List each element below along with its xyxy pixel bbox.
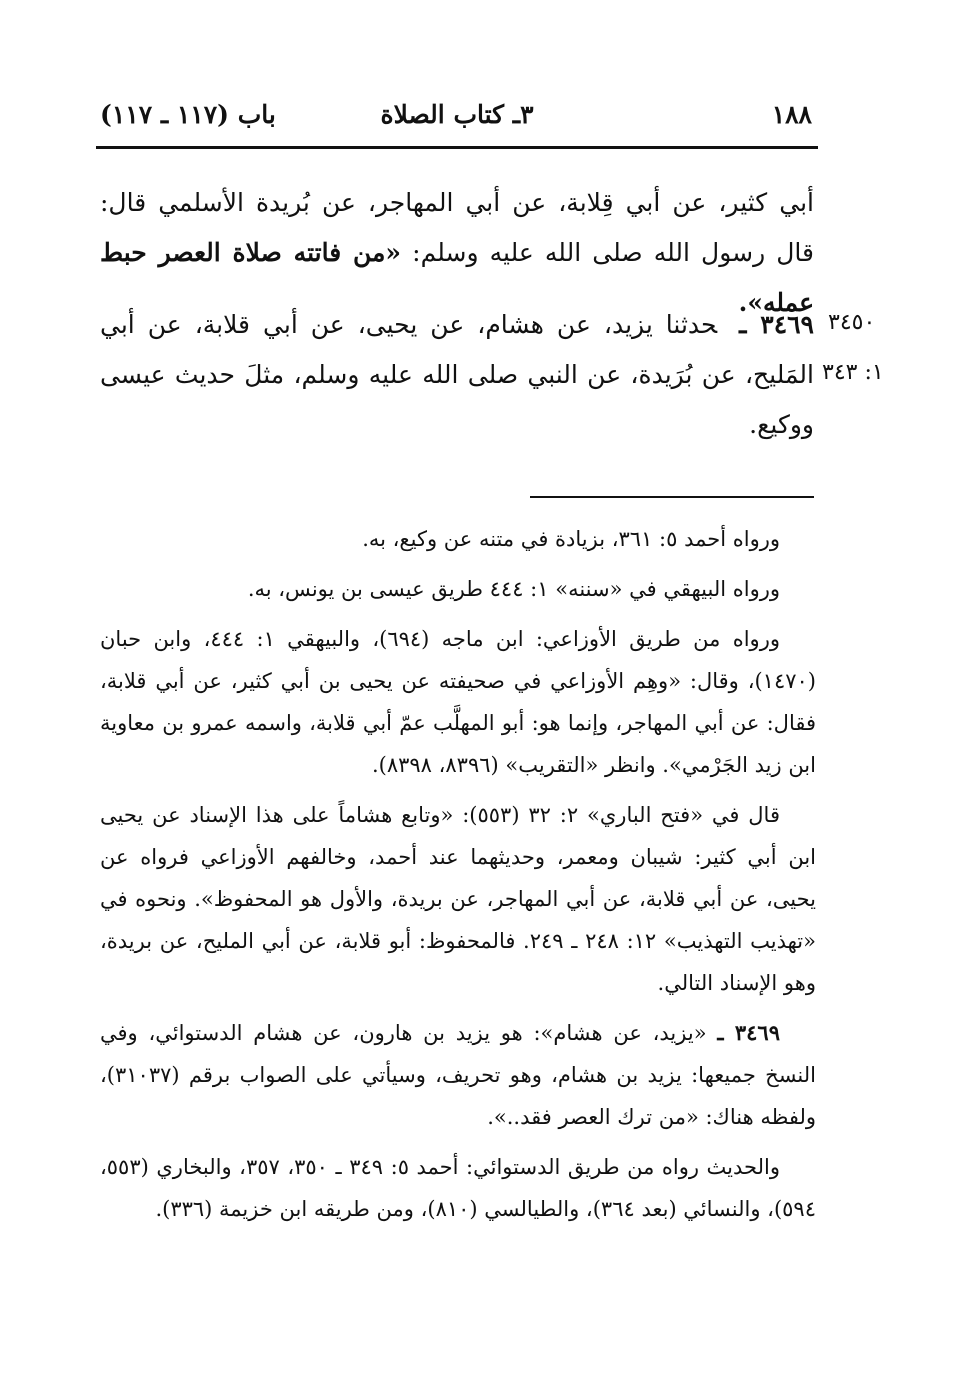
margin-reference-2: ١: ٣٤٣	[822, 360, 884, 385]
footnote-text: قال في «فتح الباري» ٢: ٣٢ (٥٥٣): «وتابع هشاماً على هذا الإسناد عن يحيى ابن أبي كثير: شيبان ومعمر، وحديثهما عند أحمد، وخالفهم الأوزاعي فرواه عن يحيى، عن أبي قلابة، عن أبي المهاجر، عن بريدة، والأول هو المحفوظ». ونحوه في «تهذيب التهذيب» ١٢: ٢٤٨ ـ ٢٤٩. فالمحفوظ: أبو قلابة، عن أبي المليح، عن بريدة، وهو الإسناد التالي.	[100, 803, 816, 995]
margin-reference-1: ٣٤٥٠	[828, 310, 876, 335]
footnote-separator	[530, 496, 814, 498]
book-title: ٣ـ كتاب الصلاة	[380, 100, 534, 129]
footnote-text: ورواه أحمد ٥: ٣٦١، بزيادة في متنه عن وكيع، به.	[362, 527, 780, 551]
hadith-number: ٣٤٦٩ ـ	[739, 310, 814, 339]
prophetic-quote: «من فاتته صلاة العصر حبط عمله».	[100, 238, 814, 317]
footnotes	[100, 518, 816, 1238]
page-header	[96, 96, 818, 144]
page-number: ١٨٨	[771, 100, 812, 129]
header-rule	[96, 146, 818, 149]
footnote	[100, 568, 816, 610]
footnote-hadith-number: ٣٤٦٩ ـ	[717, 1020, 780, 1045]
footnote	[100, 1146, 816, 1230]
hadith-text: حدثنا يزيد، عن هشام، عن يحيى، عن أبي قلابة، عن أبي المَليح، عن بُرَيدة، عن النبي صلى الله عليه وسلم، مثلَ حديث عيسى ووكيع.	[100, 310, 814, 439]
footnote-text: ورواه البيهقي في «سننه» ١: ٤٤٤ طريق عيسى بن يونس، به.	[247, 577, 780, 601]
footnote	[100, 618, 816, 786]
footnote	[100, 794, 816, 1004]
chapter-range: باب (١١٧ ـ ١١٧)	[100, 100, 276, 129]
footnote-text: ورواه من طريق الأوزاعي: ابن ماجه (٦٩٤)، والبيهقي ١: ٤٤٤، وابن حبان (١٤٧٠)، وقال: «وهِم الأوزاعي في صحيفته عن يحيى بن أبي كثير، عن أبي قلابة، فقال: عن أبي المهاجر، وإنما هو: أبو المهلَّب عمّ أبي قلابة، واسمه عمرو بن معاوية ابن زيد الجَرْمي». وانظر «التقريب» (٨٣٩٦، ٨٣٩٨).	[100, 627, 816, 777]
continuation-text: أبي كثير، عن أبي قِلابة، عن أبي المهاجر، عن بُريدة الأسلمي قال: قال رسول الله صلى الله عليه وسلم:	[100, 188, 814, 267]
footnote	[100, 518, 816, 560]
hadith-entry	[100, 300, 814, 450]
footnote-text: «يزيد، عن هشام»: هو يزيد بن هارون، عن هشام الدستوائي، وفي النسخ جميعها: يزيد بن هشام، وهو تحريف، وسيأتي على الصواب برقم (٣١٠٣٧)، ولفظه هناك: «من ترك العصر فقد..».	[100, 1021, 816, 1129]
footnote-text: والحديث رواه من طريق الدستوائي: أحمد ٥: ٣٤٩ ـ ٣٥٠، ٣٥٧، والبخاري (٥٥٣، ٥٩٤)، والنسائي (بعد ٣٦٤)، والطيالسي (٨١٠)، ومن طريقه ابن خزيمة (٣٣٦).	[100, 1155, 816, 1221]
footnote	[100, 1012, 816, 1138]
